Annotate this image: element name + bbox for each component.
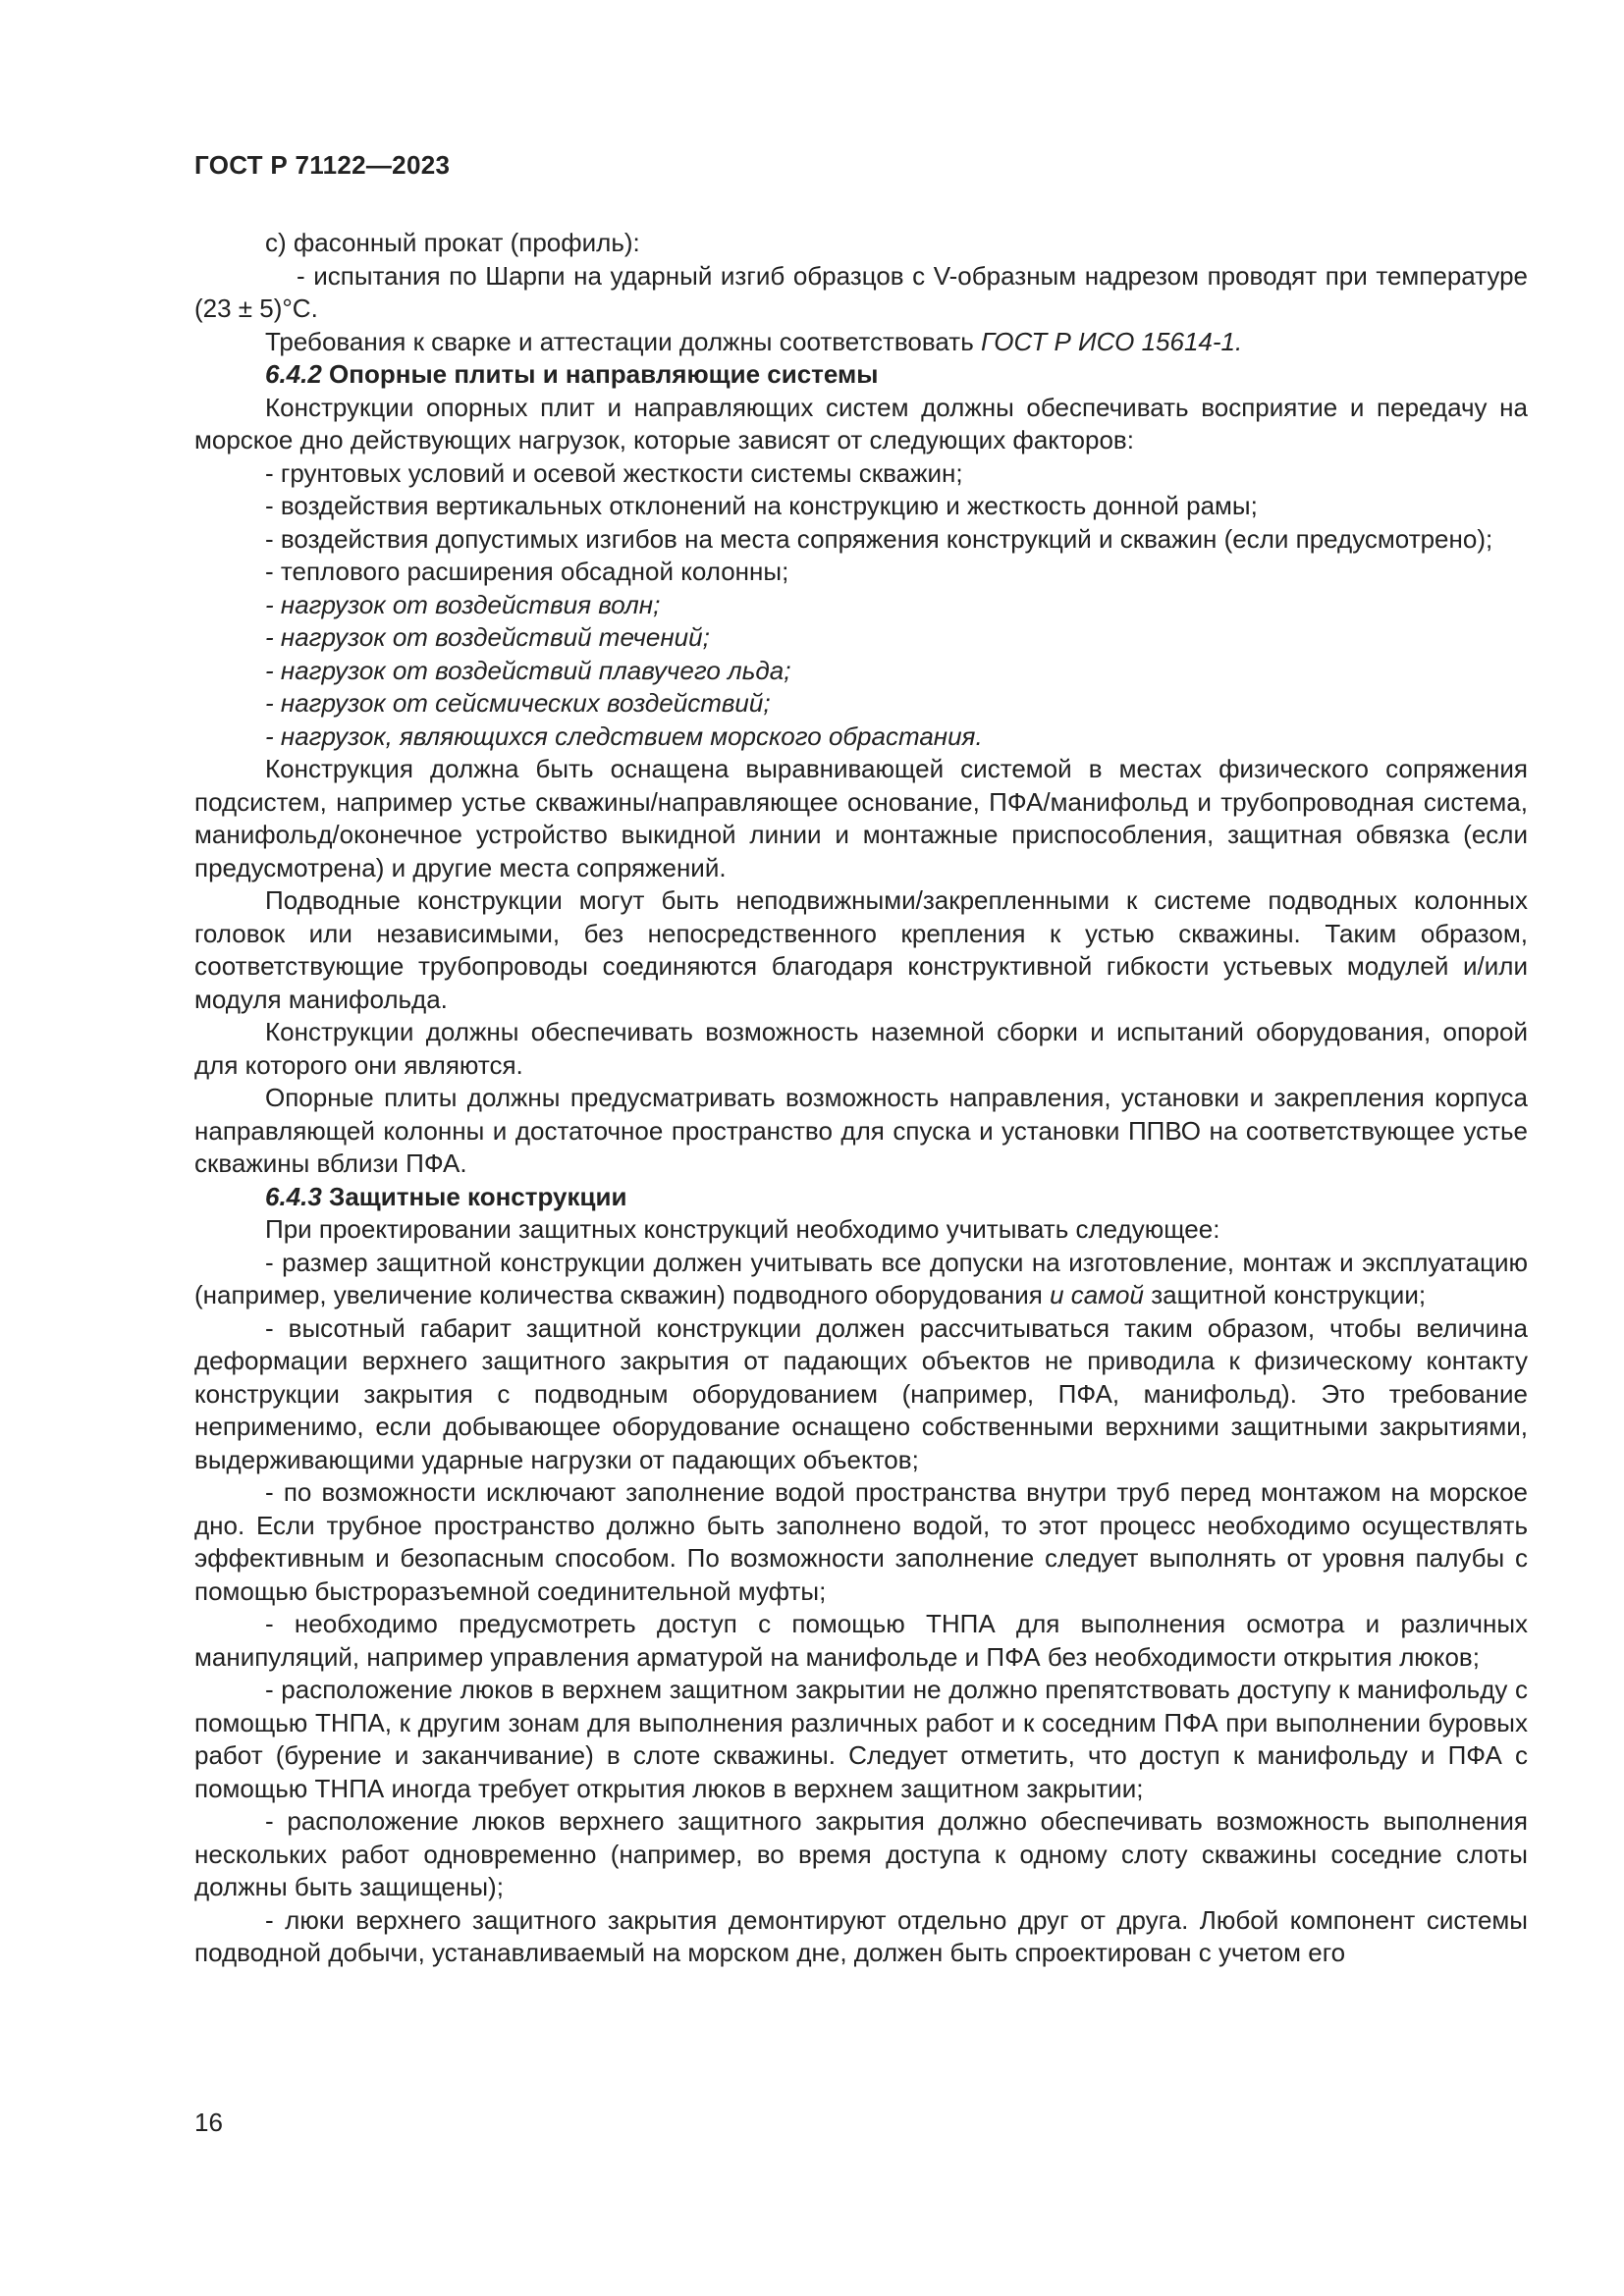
section-heading-6-4-3 <box>194 1181 1528 1214</box>
list-item: - высотный габарит защитной конструкции должен рассчитываться таким образом, чтобы величина деформации верхнего защитного закрытия от падающих объектов не приводила к физическому контакту конструкции закрытия с подводным оборудованием (например, ПФА, манифольд). Это требование неприменимо, если добывающее оборудование оснащено собственными верхними защитными закрытиями, выдерживающими ударные нагрузки от падающих объектов; <box>194 1312 1528 1474</box>
paragraph: Конструкция должна быть оснащена выравнивающей системой в местах физического сопряжения подсистем, например устье скважины/направляющее основание, ПФА/манифольд и трубопроводная система, манифольд/оконечное устройство выкидной линии и монтажные приспособления, защитная обвязка (если предусмотрена) и другие места сопряжений. <box>194 754 1528 882</box>
list-item <box>194 1247 1528 1312</box>
list-item: - нагрузок от воздействий плавучего льда; <box>265 655 791 685</box>
list-item: - воздействия вертикальных отклонений на конструкцию и жесткость донной рамы; <box>265 491 1258 520</box>
list-item: - грунтовых условий и осевой жесткости системы скважин; <box>265 457 963 488</box>
list-item: - необходимо предусмотреть доступ с помощью ТНПА для выполнения осмотра и различных манипуляций, например управления арматурой на манифольде и ПФА без необходимости открытия люков; <box>194 1609 1528 1672</box>
paragraph-welding <box>194 326 1528 359</box>
document-header: ГОСТ Р 71122—2023 <box>194 150 451 180</box>
list-item-text: защитной конструкции; <box>1143 1280 1427 1309</box>
section-title: Опорные плиты и направляющие системы <box>321 359 879 389</box>
list-item: - нагрузок от сейсмических воздействий; <box>265 688 771 718</box>
page-number: 16 <box>194 2108 223 2137</box>
list-item-emphasis: и самой <box>1050 1280 1144 1309</box>
welding-standard-ref: ГОСТ Р ИСО 15614-1. <box>980 326 1243 356</box>
list-item: - расположение люков верхнего защитного закрытия должно обеспечивать возможность выполнения нескольких работ одновременно (например, во время доступа к одному слоту скважины соседние слоты должны быть защищены); <box>194 1806 1528 1901</box>
list-item-c: с) фасонный прокат (профиль): <box>265 228 640 257</box>
section-title: Защитные конструкции <box>321 1181 627 1211</box>
list-item: - расположение люков в верхнем защитном закрытии не должно препятствовать доступу к манифольду с помощью ТНПА, к другим зонам для выполнения различных работ и к соседним ПФА при выполнении буровых работ (бурение и заканчивание) в слоте скважины. Следует отметить, что доступ к манифольду и ПФА с помощью ТНПА иногда требует открытия люков в верхнем защитном закрытии; <box>194 1675 1528 1803</box>
paragraph: Конструкции опорных плит и направляющих систем должны обеспечивать восприятие и передачу на морское дно действующих нагрузок, которые зависят от следующих факторов: <box>194 392 1528 454</box>
paragraph: Подводные конструкции могут быть неподвижными/закрепленными к системе подводных колонных головок или независимыми, без непосредственного крепления к устью скважины. Таким образом, соответствующие трубопроводы соединяются благодаря конструктивной гибкости устьевых модулей и/или модуля манифольда. <box>194 885 1528 1014</box>
welding-text: Требования к сварке и аттестации должны соответствовать <box>265 326 981 356</box>
paragraph: Конструкции должны обеспечивать возможность наземной сборки и испытаний оборудования, опорой для которого они являются. <box>194 1017 1528 1080</box>
list-item: - по возможности исключают заполнение водой пространства внутри труб перед монтажом на морское дно. Если трубное пространство должно быть заполнено водой, то этот процесс необходимо осуществлять эффективным и безопасным способом. По возможности заполнение следует выполнять от уровня палубы с помощью быстроразъемной соединительной муфты; <box>194 1477 1528 1606</box>
list-item: - нагрузок от воздействий течений; <box>265 622 710 652</box>
paragraph: Опорные плиты должны предусматривать возможность направления, установки и закрепления корпуса направляющей колонны и достаточное пространство для спуска и установки ППВО на соответствующее устье скважины вблизи ПФА. <box>194 1083 1528 1178</box>
list-item-text: - размер защитной конструкции должен учитывать все допуски на изготовление, монтаж и эксплуатацию (например, увеличение количества скважин) подводного оборудования <box>194 1247 1528 1309</box>
section-heading-6-4-2 <box>194 358 1528 392</box>
section-number: 6.4.3 <box>265 1181 322 1211</box>
section-number: 6.4.2 <box>265 359 322 389</box>
list-item: - теплового расширения обсадной колонны; <box>265 557 789 586</box>
list-item: - нагрузок, являющихся следствием морского обрастания. <box>265 721 983 751</box>
document-body <box>194 227 1528 1970</box>
list-item-c-sub: - испытания по Шарпи на ударный изгиб образцов с V-образным надрезом проводят при температуре (23 ± 5)°C. <box>194 260 1528 323</box>
list-item: - люки верхнего защитного закрытия демонтируют отдельно друг от друга. Любой компонент системы подводной добычи, устанавливаемый на морском дне, должен быть спроектирован с учетом его <box>194 1904 1528 1967</box>
list-item: - воздействия допустимых изгибов на места сопряжения конструкций и скважин (если предусмотрено); <box>265 523 1493 554</box>
list-item: - нагрузок от воздействия волн; <box>265 589 661 619</box>
paragraph: При проектировании защитных конструкций необходимо учитывать следующее: <box>265 1214 1220 1244</box>
